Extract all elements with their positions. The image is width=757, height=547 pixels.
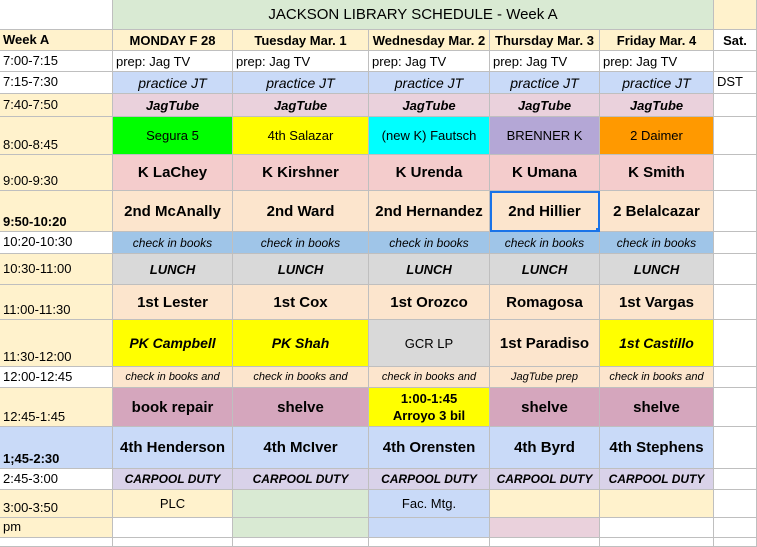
empty-cell[interactable] bbox=[113, 538, 233, 547]
empty-cell[interactable] bbox=[490, 538, 600, 547]
empty-cell[interactable] bbox=[0, 538, 113, 547]
week-label[interactable]: Week A bbox=[0, 30, 113, 51]
schedule-cell[interactable]: practice JT bbox=[600, 72, 714, 94]
time-label[interactable]: 9:00-9:30 bbox=[0, 155, 113, 191]
schedule-cell[interactable]: LUNCH bbox=[369, 254, 490, 285]
title-spacer-cell[interactable] bbox=[0, 0, 113, 30]
time-label[interactable]: 9:50-10:20 bbox=[0, 191, 113, 232]
schedule-cell[interactable]: K Umana bbox=[490, 155, 600, 191]
schedule-cell[interactable]: check in books and bbox=[600, 367, 714, 388]
schedule-cell[interactable]: shelve bbox=[600, 388, 714, 427]
schedule-cell[interactable]: JagTube bbox=[113, 94, 233, 117]
schedule-cell[interactable]: 2nd Hernandez bbox=[369, 191, 490, 232]
saturday-cell[interactable] bbox=[714, 427, 757, 469]
time-label[interactable]: 3:00-3:50 bbox=[0, 490, 113, 518]
schedule-cell[interactable]: 1st Castillo bbox=[600, 320, 714, 367]
schedule-cell[interactable]: BRENNER K bbox=[490, 117, 600, 155]
schedule-cell[interactable]: 4th Salazar bbox=[233, 117, 369, 155]
empty-cell[interactable] bbox=[233, 518, 369, 538]
schedule-cell[interactable]: CARPOOL DUTY bbox=[113, 469, 233, 490]
day-header[interactable]: MONDAY F 28 bbox=[113, 30, 233, 51]
time-label[interactable]: 1;45-2:30 bbox=[0, 427, 113, 469]
saturday-cell[interactable] bbox=[714, 367, 757, 388]
saturday-cell[interactable] bbox=[714, 51, 757, 72]
schedule-cell[interactable]: check in books bbox=[233, 232, 369, 254]
schedule-cell[interactable]: check in books bbox=[490, 232, 600, 254]
empty-cell[interactable] bbox=[600, 518, 714, 538]
saturday-cell[interactable] bbox=[714, 518, 757, 538]
dst-note[interactable]: DST bbox=[714, 72, 757, 94]
schedule-cell[interactable]: 1:00-1:45 Arroyo 3 bil bbox=[369, 388, 490, 427]
schedule-cell[interactable]: PK Campbell bbox=[113, 320, 233, 367]
schedule-cell[interactable]: 4th Henderson bbox=[113, 427, 233, 469]
schedule-cell[interactable] bbox=[600, 490, 714, 518]
schedule-cell[interactable]: 1st Cox bbox=[233, 285, 369, 320]
schedule-cell[interactable]: Romagosa bbox=[490, 285, 600, 320]
schedule-cell[interactable]: check in books and bbox=[113, 367, 233, 388]
schedule-cell[interactable]: prep: Jag TV bbox=[233, 51, 369, 72]
schedule-cell[interactable]: 1st Vargas bbox=[600, 285, 714, 320]
day-header[interactable]: Thursday Mar. 3 bbox=[490, 30, 600, 51]
schedule-cell[interactable]: 2 Daimer bbox=[600, 117, 714, 155]
schedule-cell[interactable] bbox=[490, 490, 600, 518]
day-header[interactable]: Tuesday Mar. 1 bbox=[233, 30, 369, 51]
schedule-cell[interactable]: check in books bbox=[600, 232, 714, 254]
saturday-cell[interactable] bbox=[714, 469, 757, 490]
time-label[interactable]: 10:30-11:00 bbox=[0, 254, 113, 285]
schedule-cell[interactable]: JagTube bbox=[233, 94, 369, 117]
schedule-cell[interactable]: prep: Jag TV bbox=[600, 51, 714, 72]
schedule-cell[interactable]: LUNCH bbox=[490, 254, 600, 285]
schedule-cell[interactable]: Fac. Mtg. bbox=[369, 490, 490, 518]
schedule-cell[interactable]: 4th McIver bbox=[233, 427, 369, 469]
schedule-cell[interactable]: (new K) Fautsch bbox=[369, 117, 490, 155]
schedule-cell[interactable]: prep: Jag TV bbox=[369, 51, 490, 72]
schedule-cell[interactable]: 1st Lester bbox=[113, 285, 233, 320]
schedule-cell[interactable]: 4th Stephens bbox=[600, 427, 714, 469]
saturday-cell[interactable] bbox=[714, 254, 757, 285]
time-label[interactable]: 2:45-3:00 bbox=[0, 469, 113, 490]
schedule-cell[interactable]: book repair bbox=[113, 388, 233, 427]
schedule-cell[interactable]: JagTube bbox=[600, 94, 714, 117]
schedule-cell[interactable]: practice JT bbox=[233, 72, 369, 94]
schedule-cell[interactable] bbox=[233, 490, 369, 518]
schedule-cell[interactable]: K Smith bbox=[600, 155, 714, 191]
schedule-cell[interactable]: GCR LP bbox=[369, 320, 490, 367]
schedule-cell[interactable]: K LaChey bbox=[113, 155, 233, 191]
time-label[interactable]: 8:00-8:45 bbox=[0, 117, 113, 155]
time-label[interactable]: 7:15-7:30 bbox=[0, 72, 113, 94]
schedule-cell[interactable]: CARPOOL DUTY bbox=[490, 469, 600, 490]
schedule-cell[interactable]: 4th Byrd bbox=[490, 427, 600, 469]
schedule-cell[interactable]: 1st Orozco bbox=[369, 285, 490, 320]
schedule-cell[interactable]: K Urenda bbox=[369, 155, 490, 191]
saturday-cell[interactable] bbox=[714, 320, 757, 367]
schedule-cell[interactable]: 4th Orensten bbox=[369, 427, 490, 469]
day-header[interactable]: Wednesday Mar. 2 bbox=[369, 30, 490, 51]
time-label[interactable]: 11:00-11:30 bbox=[0, 285, 113, 320]
schedule-cell[interactable]: check in books and bbox=[369, 367, 490, 388]
schedule-cell[interactable]: LUNCH bbox=[600, 254, 714, 285]
saturday-cell[interactable] bbox=[714, 191, 757, 232]
empty-cell[interactable] bbox=[113, 518, 233, 538]
empty-cell[interactable] bbox=[233, 538, 369, 547]
schedule-cell[interactable]: Segura 5 bbox=[113, 117, 233, 155]
schedule-cell[interactable]: prep: Jag TV bbox=[490, 51, 600, 72]
time-label[interactable]: 11:30-12:00 bbox=[0, 320, 113, 367]
saturday-cell[interactable] bbox=[714, 285, 757, 320]
schedule-cell[interactable]: shelve bbox=[233, 388, 369, 427]
schedule-cell[interactable]: PK Shah bbox=[233, 320, 369, 367]
schedule-cell[interactable]: practice JT bbox=[113, 72, 233, 94]
schedule-cell[interactable]: JagTube prep bbox=[490, 367, 600, 388]
schedule-cell[interactable]: LUNCH bbox=[233, 254, 369, 285]
schedule-cell[interactable]: 2nd McAnally bbox=[113, 191, 233, 232]
schedule-cell[interactable]: CARPOOL DUTY bbox=[369, 469, 490, 490]
time-label[interactable]: 12:45-1:45 bbox=[0, 388, 113, 427]
schedule-cell[interactable]: 2 Belalcazar bbox=[600, 191, 714, 232]
time-label[interactable]: 10:20-10:30 bbox=[0, 232, 113, 254]
saturday-cell[interactable] bbox=[714, 155, 757, 191]
schedule-cell[interactable]: prep: Jag TV bbox=[113, 51, 233, 72]
schedule-cell[interactable]: CARPOOL DUTY bbox=[233, 469, 369, 490]
schedule-cell[interactable]: shelve bbox=[490, 388, 600, 427]
time-label[interactable]: 12:00-12:45 bbox=[0, 367, 113, 388]
schedule-cell[interactable]: 2nd Ward bbox=[233, 191, 369, 232]
schedule-cell[interactable]: K Kirshner bbox=[233, 155, 369, 191]
day-header[interactable]: Friday Mar. 4 bbox=[600, 30, 714, 51]
selected-cell[interactable]: 2nd Hillier bbox=[490, 191, 600, 232]
schedule-cell[interactable]: practice JT bbox=[369, 72, 490, 94]
saturday-cell[interactable] bbox=[714, 94, 757, 117]
schedule-cell[interactable]: PLC bbox=[113, 490, 233, 518]
saturday-cell[interactable] bbox=[714, 388, 757, 427]
time-label[interactable]: 7:00-7:15 bbox=[0, 51, 113, 72]
sheet-title[interactable]: JACKSON LIBRARY SCHEDULE - Week A bbox=[113, 0, 714, 30]
empty-cell[interactable] bbox=[369, 538, 490, 547]
schedule-cell[interactable]: check in books and bbox=[233, 367, 369, 388]
saturday-cell[interactable] bbox=[714, 232, 757, 254]
title-corner-cell[interactable] bbox=[714, 0, 757, 30]
schedule-cell[interactable]: practice JT bbox=[490, 72, 600, 94]
schedule-cell[interactable]: JagTube bbox=[490, 94, 600, 117]
saturday-cell[interactable] bbox=[714, 490, 757, 518]
day-header[interactable]: Sat. bbox=[714, 30, 757, 51]
empty-cell[interactable] bbox=[714, 538, 757, 547]
schedule-cell[interactable]: check in books bbox=[113, 232, 233, 254]
schedule-cell[interactable]: LUNCH bbox=[113, 254, 233, 285]
time-label[interactable]: pm bbox=[0, 518, 113, 538]
saturday-cell[interactable] bbox=[714, 117, 757, 155]
schedule-cell[interactable]: 1st Paradiso bbox=[490, 320, 600, 367]
schedule-cell[interactable]: JagTube bbox=[369, 94, 490, 117]
schedule-cell[interactable]: CARPOOL DUTY bbox=[600, 469, 714, 490]
time-label[interactable]: 7:40-7:50 bbox=[0, 94, 113, 117]
empty-cell[interactable] bbox=[600, 538, 714, 547]
schedule-cell[interactable]: check in books bbox=[369, 232, 490, 254]
empty-cell[interactable] bbox=[369, 518, 490, 538]
empty-cell[interactable] bbox=[490, 518, 600, 538]
